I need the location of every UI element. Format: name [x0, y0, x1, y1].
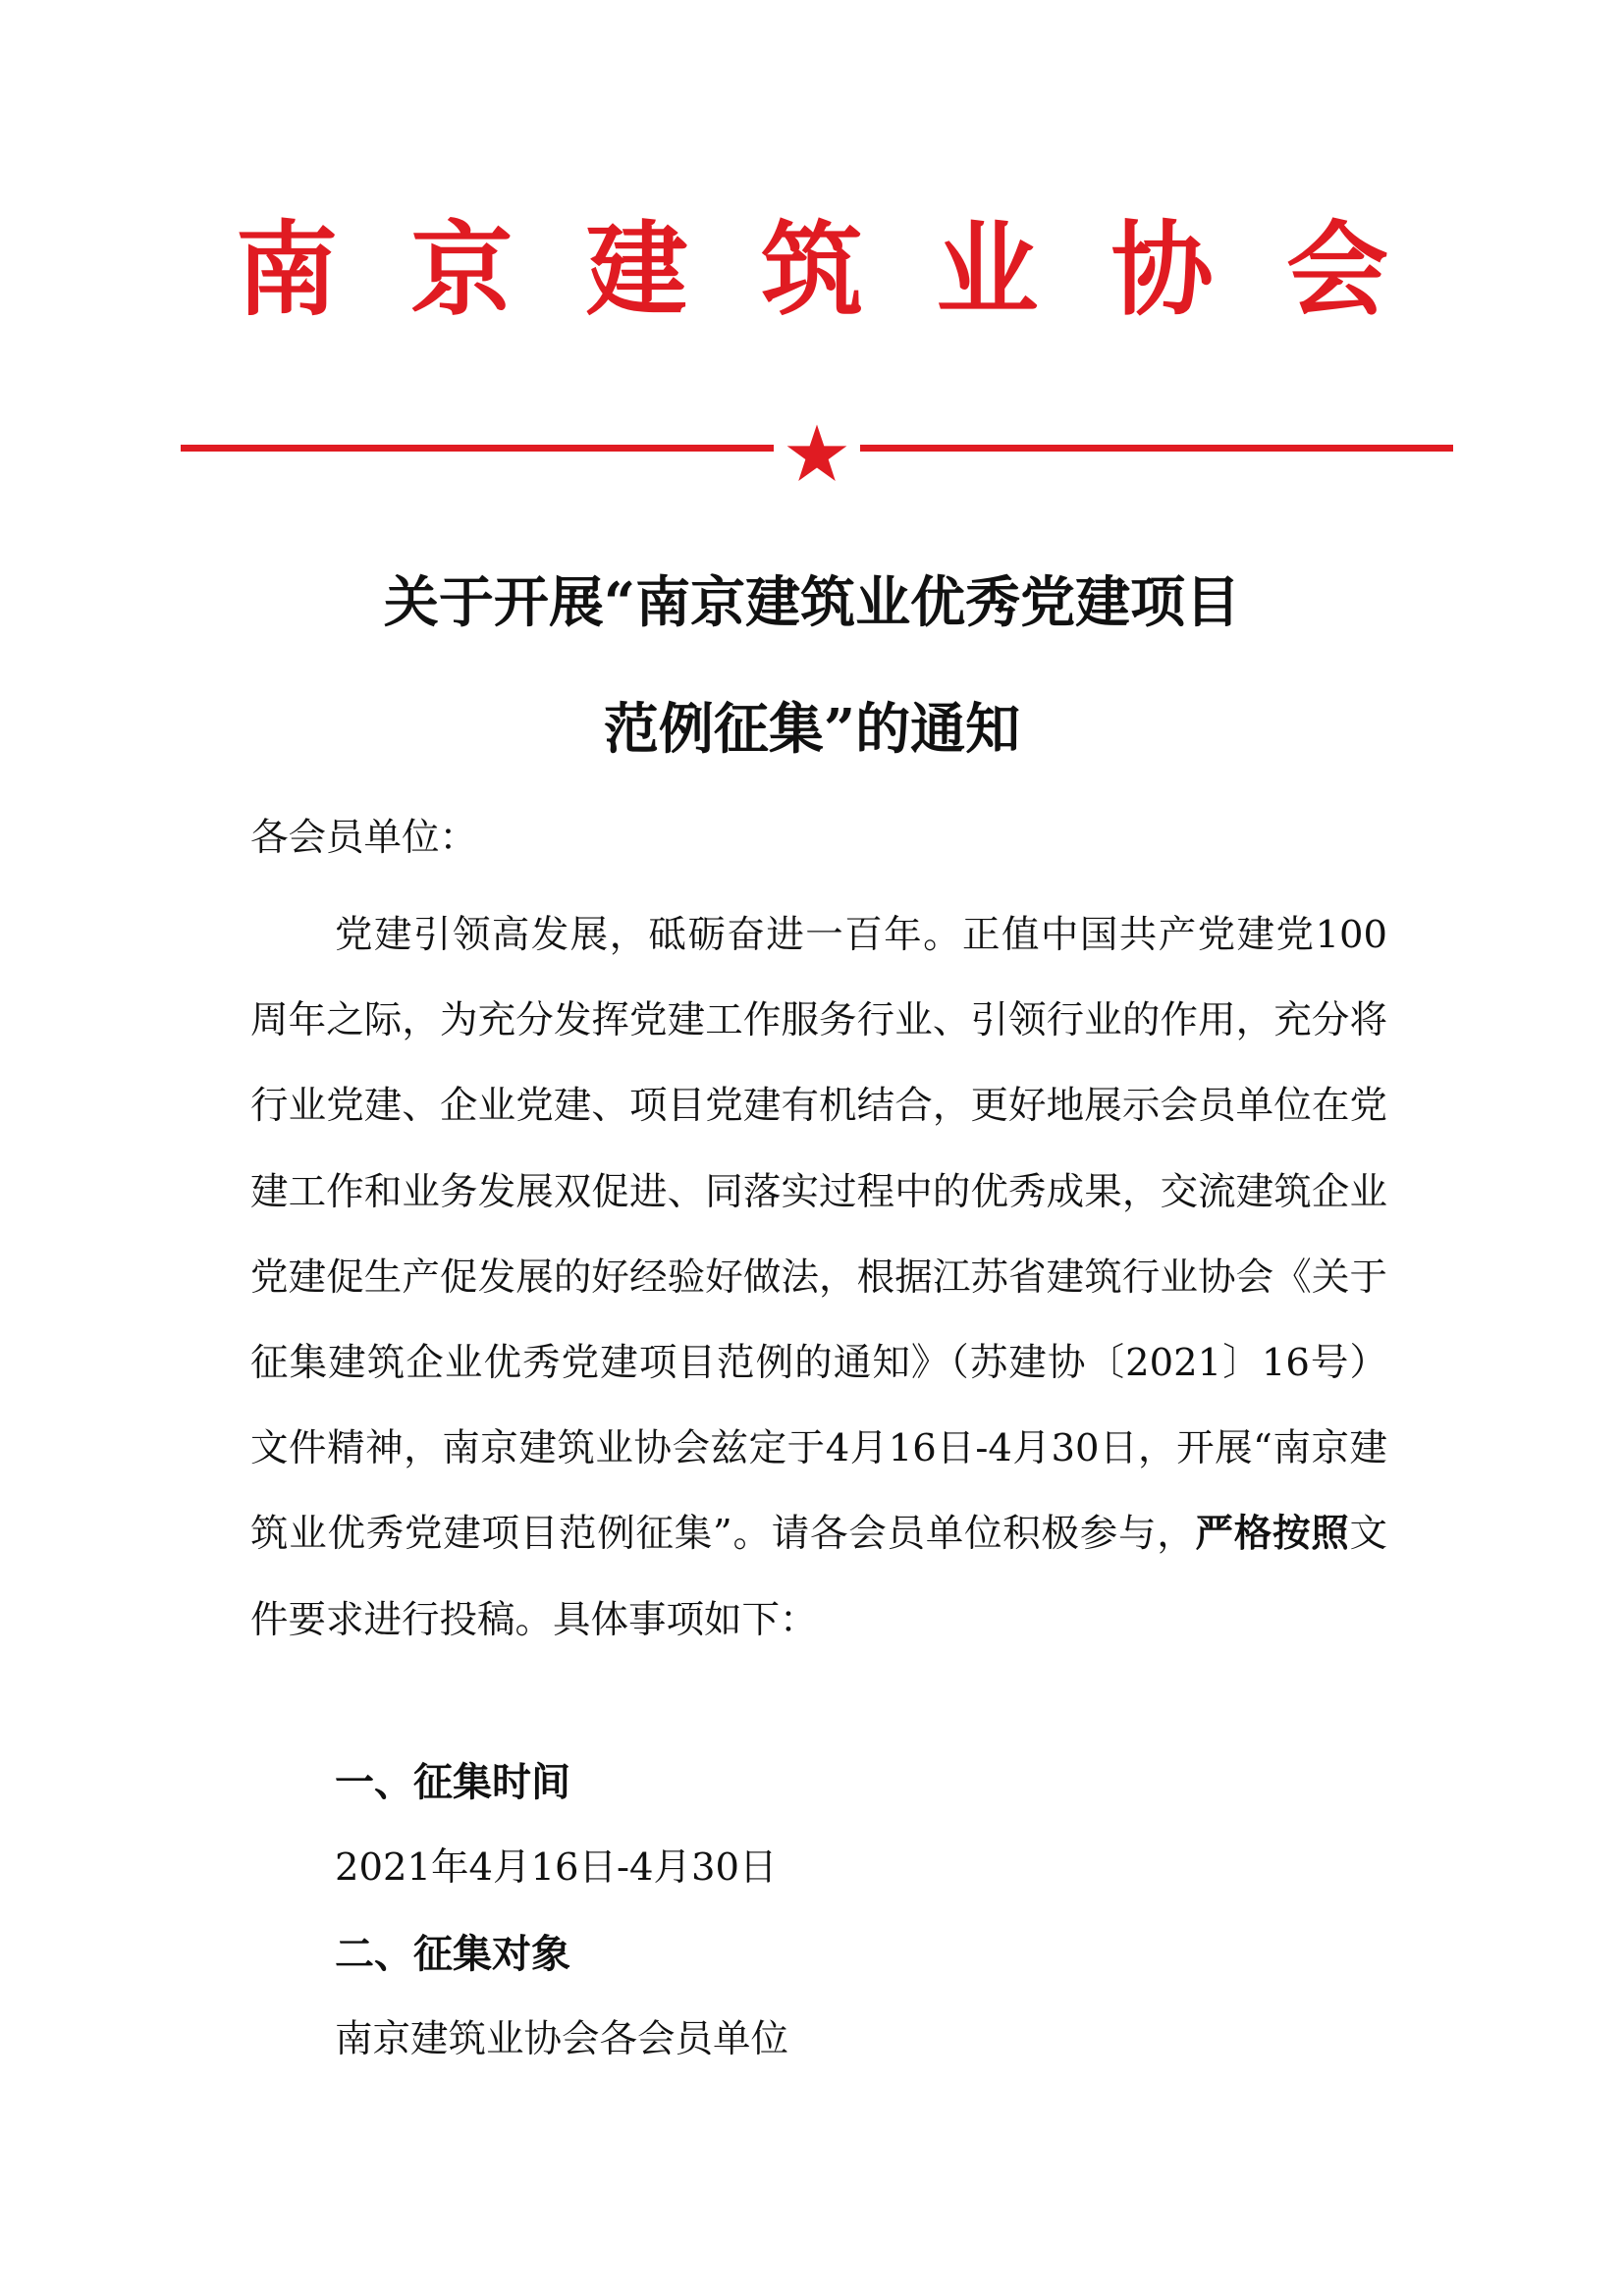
header-divider-left [181, 445, 774, 452]
body-text-part-1: 党建引领高发展，砥砺奋进一百年。正值中国共产党建党100周年之际，为充分发挥党建工作服务行业、引领行业的作用，充分将行业党建、企业党建、项目党建有机结合，更好地展示会员单位在党建工作和业务发展双促进、同落实过程中的优秀成果，交流建筑企业党建促生产促发展的好经验好做法，根据江苏省建筑行业协会《关于征集建筑企业优秀党建项目范例的通知》（苏建协〔2021〕16号）文件精神，南京建筑业协会兹定于4月16日-4月30日，开展“南京建筑业优秀党建项目范例征集”。请各会员单位积极参与， [250, 913, 1387, 1557]
section-heading-collection-time: 一、征集时间 [335, 1759, 570, 1805]
section-text-collection-time: 2021年4月16日-4月30日 [335, 1845, 778, 1890]
org-name-char: 南 [236, 209, 339, 330]
org-name-char: 京 [410, 209, 514, 330]
header-divider-right [860, 445, 1453, 452]
org-name-header [236, 206, 1388, 334]
section-heading-collection-target: 二、征集对象 [335, 1931, 570, 1977]
document-title-line-1: 关于开展“南京建筑业优秀党建项目 [383, 570, 1241, 635]
star-icon [786, 424, 847, 483]
body-paragraph [250, 892, 1387, 1663]
org-name-char: 会 [1285, 209, 1388, 330]
section-text-collection-target: 南京建筑业协会各会员单位 [335, 2017, 789, 2061]
org-name-char: 建 [585, 209, 688, 330]
org-name-char: 筑 [760, 209, 863, 330]
salutation: 各会员单位： [250, 816, 478, 860]
org-name-char: 业 [936, 209, 1039, 330]
body-text-part-2: 文件要求进行投稿。具体事项如下： [250, 1512, 1387, 1642]
org-name-char: 协 [1110, 209, 1214, 330]
document-title-line-2: 范例征集”的通知 [603, 697, 1021, 762]
body-emphasis: 严格按照 [1195, 1512, 1350, 1557]
